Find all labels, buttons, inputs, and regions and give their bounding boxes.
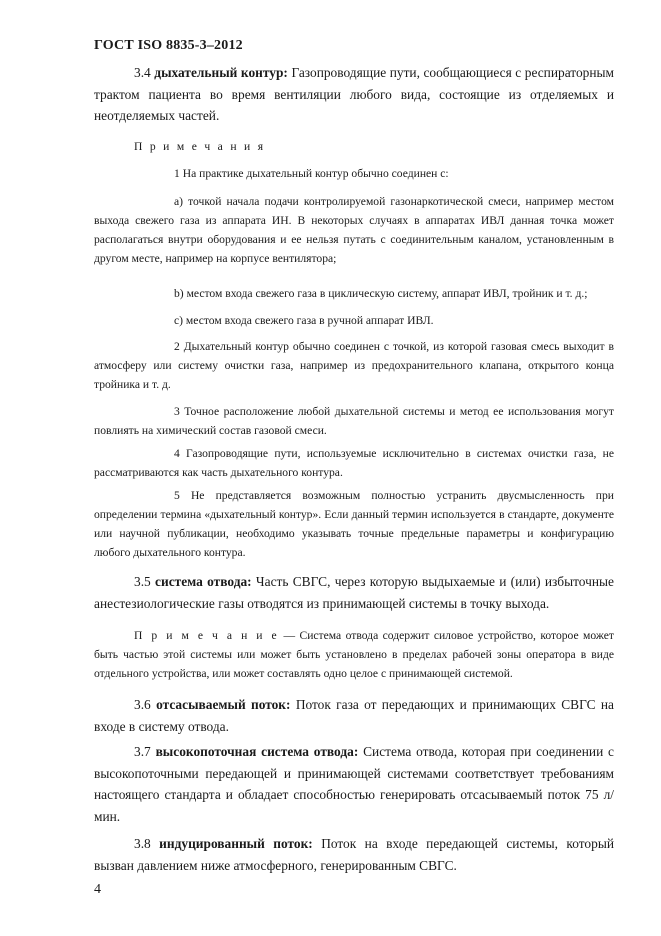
note-1 [94,164,614,183]
note-text: Точное расположение любой дыхательной системы и метод ее использования могут повлиять на химический состав газовой смеси. [94,405,614,437]
note-3-5 [94,626,614,683]
definition-3-8 [94,833,614,876]
definition-3-4 [94,62,614,127]
page-header-title: ГОСТ ISO 8835-3–2012 [94,38,243,53]
note-text: Дыхательный контур обычно соединен с точкой, из которой газовая смесь выходит в атмосферу или систему очистки газа, например из предохранительного клапана, открытого конца тройника и т. д. [94,340,614,391]
clause-number: 3.7 [134,744,151,759]
item-label: а) [174,195,184,208]
note-1-item-a [94,192,614,268]
note-text: Газопроводящие пути, используемые исключительно в системах очистки газа, не рассматриваются как часть дыхательного контура. [94,447,614,479]
note-dash: — [283,629,296,642]
notes-heading: П р и м е ч а н и я [134,140,266,153]
term: система отвода: [155,574,252,589]
definition-3-7 [94,741,614,827]
note-2 [94,337,614,394]
definition-text: Поток газа от передающих и принимающих СВГС на входе в систему отвода. [94,697,615,734]
page-number: 4 [94,882,101,897]
note-number: 5 [174,489,180,502]
term: индуцированный поток: [159,836,313,851]
clause-number: 3.6 [134,697,151,712]
clause-number: 3.8 [134,836,151,851]
notes-heading-block [94,137,614,156]
note-number: 1 [174,167,180,180]
definition-3-6 [94,694,614,737]
definition-text: Поток на входе передающей системы, который вызван давлением ниже атмосферного, генерированным СВГС. [94,836,614,873]
note-number: 2 [174,340,180,353]
item-text: местом входа свежего газа в циклическую систему, аппарат ИВЛ, тройник и т. д.; [186,287,588,300]
note-heading: П р и м е ч а н и е [134,629,279,642]
note-text: На практике дыхательный контур обычно соединен с: [182,167,449,180]
item-label: b) [174,287,184,300]
term: высокопоточная система отвода: [155,744,359,759]
note-4 [94,444,614,482]
note-number: 4 [174,447,180,460]
definition-text: Система отвода, которая при соединении с высокопоточными передающей и принимающей системами соответствует требованиям настоящего стандарта и обладает способностью генерировать отсасываемый поток 75 л/мин. [94,744,614,824]
note-1-item-c [94,311,614,330]
term: дыхательный контур: [154,65,288,80]
note-number: 3 [174,405,180,418]
term: отсасываемый поток: [156,697,291,712]
note-1-item-b [94,284,614,303]
definition-text: Газопроводящие пути, сообщающиеся с респираторным трактом пациента во время вентиляции любого вида, состоящие из отделяемых и неотделяемых частей. [94,65,614,123]
note-text: Система отвода содержит силовое устройство, которое может быть частью этой системы или может быть установлено в пределах рабочей зоны оператора в виде отдельного устройства, или может составлять одно целое с принимающей системой. [94,629,614,680]
item-text: точкой начала подачи контролируемой газонаркотической смеси, например местом выхода свежего газа из аппарата ИН. В некоторых случаях в аппаратах ИВЛ данная точка может располагаться внутри оборудования и ее нельзя путать с соединительным каналом, установленным в другом месте, например на корпусе вентилятора; [94,195,614,265]
definition-3-5 [94,571,614,614]
clause-number: 3.5 [134,574,151,589]
item-text: местом входа свежего газа в ручной аппарат ИВЛ. [185,314,434,327]
note-3 [94,402,614,440]
definition-text: Часть СВГС, через которую выдыхаемые и (или) избыточные анестезиологические газы отводятся из принимающей системы в точку выхода. [94,574,614,611]
clause-number: 3.4 [134,65,151,80]
item-label: с) [174,314,184,327]
note-5 [94,486,614,562]
note-text: Не представляется возможным полностью устранить двусмысленность при определении термина «дыхательный контур». Если данный термин используется в стандарте, документе или научной публикации, необходимо указывать точные предельные параметры и конфигурацию любого дыхательного контура. [94,489,614,559]
